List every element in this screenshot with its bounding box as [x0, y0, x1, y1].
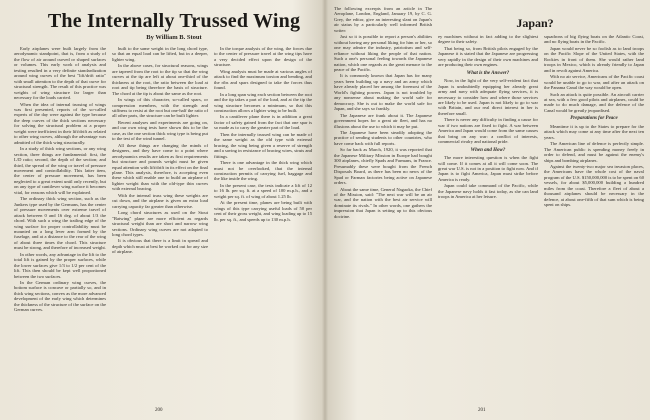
page-number: 201 — [478, 408, 486, 413]
section-heading: When and How? — [470, 147, 506, 153]
paragraph: In other words, any advantage in the lift to the total lift is gained by the proper surfaces, while the lower surfaces give 1/3 to 1/2 per cent of the lift. This then should be kept well proportioned between the two surfaces. — [14, 251, 106, 279]
paragraph: Just so it is possible to report a person's abilities without having any personal liking for him or her, so one may admire the industry, patriotism and self-reliance without liking the people of that nation. Such a one's personal feeling towards the Japanese nation, which one regards as the great menace to the peace of the Pacific. — [334, 34, 432, 72]
paragraph: It is obvious that there is a limit in spread and depth which must at best be worked out for any size of airplane. — [112, 238, 208, 255]
page-number: 200 — [155, 408, 163, 413]
paragraph: The following excerpts from an article in The Aeroplane, London, England, January 19, by C. G. Grey, the editor, give an interesting slant on Japan's air status by a particularly well informed British writer: — [334, 6, 432, 33]
paragraph: squadrons of big flying boats on the Atlantic Coast, and no flying boats in the Pacific. — [544, 34, 644, 45]
paragraph: built to the same weight in the long chord type, so that an equal load can be lifted, but in a deeper, lighter wing. — [112, 46, 208, 62]
right-page — [328, 0, 650, 420]
paragraph: In wings of this character, so-called spars, or compression members, with the strength and stiffness to resist at the root but one-half the ratio of all other parts, the structure can be built lighter. — [112, 97, 208, 119]
right-column-2 — [438, 34, 538, 406]
paragraph: The more interesting question is when the fight will come. If it comes at all it will come soon. The great war U.S. is not in a position to fight now. And if Japan is to fight America, Japan must strike before America is ready. — [438, 155, 538, 182]
paragraph: All these things are changing the minds of designers, and they have come to a point where aerodynamics results are taken as first requirements but structure and pounds weight must be given equal attention with lift/drift in its effect on the final plane. This analysis, therefore, is accepting even these which still enable one to build an airplane of lighter weight than with the old-type thin curves with external bracing. — [112, 142, 208, 192]
paragraph: Recent analyses and experiments are going on, and our own wing tests have shown this to be the case, as the one section thick wing type is being put to the test of the wind tunnel. — [112, 119, 208, 142]
paragraph: The American line of defence is perfectly simple. The American public is spending money freely in order to defend, and must be against the enemy's ships and bombing airplanes. — [544, 141, 644, 163]
paragraph: It is commonly known that Japan has for many years been building up a navy and an army which have already placed her among the foremost of the World's fighting powers. Japan is not troubled by any nonsense about making the world safe for democracy. She is out to make the world safe for Japan, and she says so frankly. — [334, 73, 432, 112]
paragraph: There is one advantage in the thick wing which must not be overlooked, that the internal construction permits of carrying fuel, baggage and the like inside the wing. — [214, 160, 312, 182]
section-heading: Preparations for Peace — [570, 116, 618, 122]
paragraph: In a long span wing each section between the root and the tip takes a part of the load, and at the tip the wing structure becomes a minimum, so that this construction allows a lighter wing to be built. — [214, 91, 312, 113]
paragraph: About the same time, General Nagaoka, the Chief of the Mission, said: "The next war will be an air war, and the nation with the best air service will dominate its rivals." In other words, one gathers the impression that Japan is setting up to this obvious doctrine. — [334, 186, 432, 219]
right-column-3 — [544, 34, 644, 406]
paragraph: Wing analysis must be made at various angles of attack to find the maximum torsion and bending, and the ribs and spars designed to take the forces thus found. — [214, 68, 312, 91]
paragraph: Early airplanes were built largely from the aerodynamic standpoint, that is, from a study of the flow of air around curved or shaped surfaces or volumes. This early work of analysis and testing resulted in a very definite standardization around wing curves of the best "lift/drift ratio" with small attention to the depth of that curve for structural strength. The result of this practice was weights of wing structure far larger than necessary for the loads carried. — [14, 46, 106, 101]
paragraph: Such an attack is quite possible. An aircraft carrier at sea, with a few good pilots and airplanes, could be made to do much damage, and the defence of the Canal would be greatly jeopardised. — [544, 91, 644, 113]
paragraph: ey machines without in fact adding to the slightest degree to their safety. — [438, 34, 538, 45]
paragraph: Japan could take command of the Pacific, while the Japanese navy holds it fast today, as she can land troops in America at her leisure. — [438, 183, 538, 200]
left-column-1 — [14, 46, 106, 404]
paragraph: At the present time, planes are being built with wings of this type carrying useful loads of 50 per cent of their gross weight, and wing loading up to 15 lb. per sq. ft., and speeds up to 130 m.p.h. — [214, 200, 312, 222]
paragraph: So far back as March, 1920, it was reported that the Japanese Military Mission in Europe had bought 300 airplanes, chiefly Spads and Farmans, in France. Presumably these were bought from the French Disposals Board, as there has been no news of the Spad or Farman factories being active on Japanese orders. — [334, 147, 432, 186]
paragraph: In the present case, the tests indicate a lift of 12 to 16 lb. per sq. ft. at a speed of 100 m.p.h., and a weight per sq. ft. of wing of about 1.25 lb. — [214, 182, 312, 199]
left-column-3 — [214, 46, 312, 404]
paragraph: That being so, from British pilots engaged by the Japanese it is stated that the Japanese are progressing very rapidly in the design of their own machines and are producing their own engines. — [438, 45, 538, 68]
paragraph: With the internal truss wing these weights are cut down, and the airplane is given an extra load carrying capacity far greater than otherwise. — [112, 192, 208, 209]
paragraph: Now, in the light of the very self-evident fact that Japan is undoubtedly equipping her already great army and navy with adequate flying services, it is necessary to consider how and where those services are likely to be used. Japan is not likely to go to war with Britain, and our real direct interest in her is therefore small. — [438, 78, 538, 116]
paragraph: Long chord structures as used on the Stout "Batwing" plane are more efficient as regards structural weight than are short and narrow wing sections. Ordinary wing curves are not adapted to long chord types. — [112, 210, 208, 237]
paragraph: In the German ordinary wing curves, the bottom surface is concave or partially so, and in thick wing sections, convex as the more advanced development of the early wing which determines the thickness of the structure of the surface on the German curves. — [14, 280, 106, 313]
left-page — [0, 0, 322, 420]
paragraph: With no air service, Americans of the Pacific coast would be unable to go to war, and after an attack on the Panama Canal the way would be open. — [544, 74, 644, 91]
paragraph: The Japanese have been steadily adopting the practice of sending students to other countries, who have come back with full reports. — [334, 129, 432, 146]
paragraph: Then the internally trussed wing can be made of the same weight as the old type with external bracing, the wing being given a reserve of strength and a saving in resistance of bracing wires, struts and fittings. — [214, 131, 312, 159]
article-title: Japan? — [516, 16, 554, 30]
paragraph: Japan would never be so foolish as to land troops on the Pacific Slope of the United States, with the Rockies in front of them. She would rather land troops in Mexico, which is already friendly to Japan and in revolt against America. — [544, 45, 644, 73]
paragraph: In a cantilever plane there is in addition a great factor of safety gained from the fact that one spar is so made as to carry the greater part of the load. — [214, 114, 312, 131]
paragraph: There is never any difficulty in finding a cause for war if two nations are fixed to fight. A war between America and Japan would come from the same causes that bring on any war: a conflict of interests, commercial rivalry and national pride. — [438, 117, 538, 145]
paragraph: In the above cases, for structural reasons, wings are tapered from the root to the tip so that the wing curves at the tip are left at about one-third of the thickness at the root, the ratio between the load at root and tip being therefore the basis of structure. The chord at the tip is about the same as the root. — [112, 63, 208, 96]
section-heading: What is the Answer? — [466, 70, 510, 76]
paragraph: In the torque analysis of the wing, the forces due to the center of pressure travel at the wing tips have a very decided effect upon the design of the structure. — [214, 46, 312, 68]
right-column-1 — [334, 6, 432, 406]
paragraph: Against the twenty-two major sea invasion places, the Americans have the whole cost of the naval program of the U.S. $150,000,000 is to be spent on 60 vessels, for about $5,000,000 building a hundred miles from the coast. Therefore a fleet of about a thousand airplanes should be necessary in the defence, at about one-fifth of that sum which is being spent on ships. — [544, 163, 644, 208]
article-title: The Internally Trussed Wing — [47, 10, 301, 32]
left-column-2 — [112, 46, 208, 404]
paragraph: When the idea of internal trussing of wings was first presented, reports of the so-called experts of the day were against the type because the deep curves of the thick sections necessary for solving the structural problem at a proper weight were inefficient in their lift/drift as related to other wing curves, although the advantage was admitted of the thick wing structurally. — [14, 101, 106, 145]
paragraph: In a study of thick wing sections, or any wing section, three things are fundamental: first, the L/D ratio; second, the depth of the section; and third, the spread of the wing or travel of pressure movement and controllability. This latter item, the center of pressure movement, has been neglected to a great extent until only recently, but on any type of cantilever wing surface it becomes vital, for reasons which will be explained. — [14, 146, 106, 195]
paragraph: The ordinary thick wing section, such as the Junkers type used by the Germans, has the center of pressure movements over extreme travel of attack between 0 and 16 deg. of about 1/3 the chord. With such a wing the trailing edge of the wing surface for proper controllability must be mounted on a long lever arm formed by the fuselage, and at a distance to the rear of the wing of about three times the chord. This structure must be strong, and therefore of increased weight. — [14, 196, 106, 251]
article-byline: By William B. Stout — [146, 34, 202, 41]
paragraph: Meantime it is up to the States to prepare for the attack which may come at any time after the next ten years. — [544, 123, 644, 140]
paragraph: The Japanese are frank about it. The Japanese government hopes for a great air fleet, and has no illusions about the use to which it may be put. — [334, 112, 432, 129]
